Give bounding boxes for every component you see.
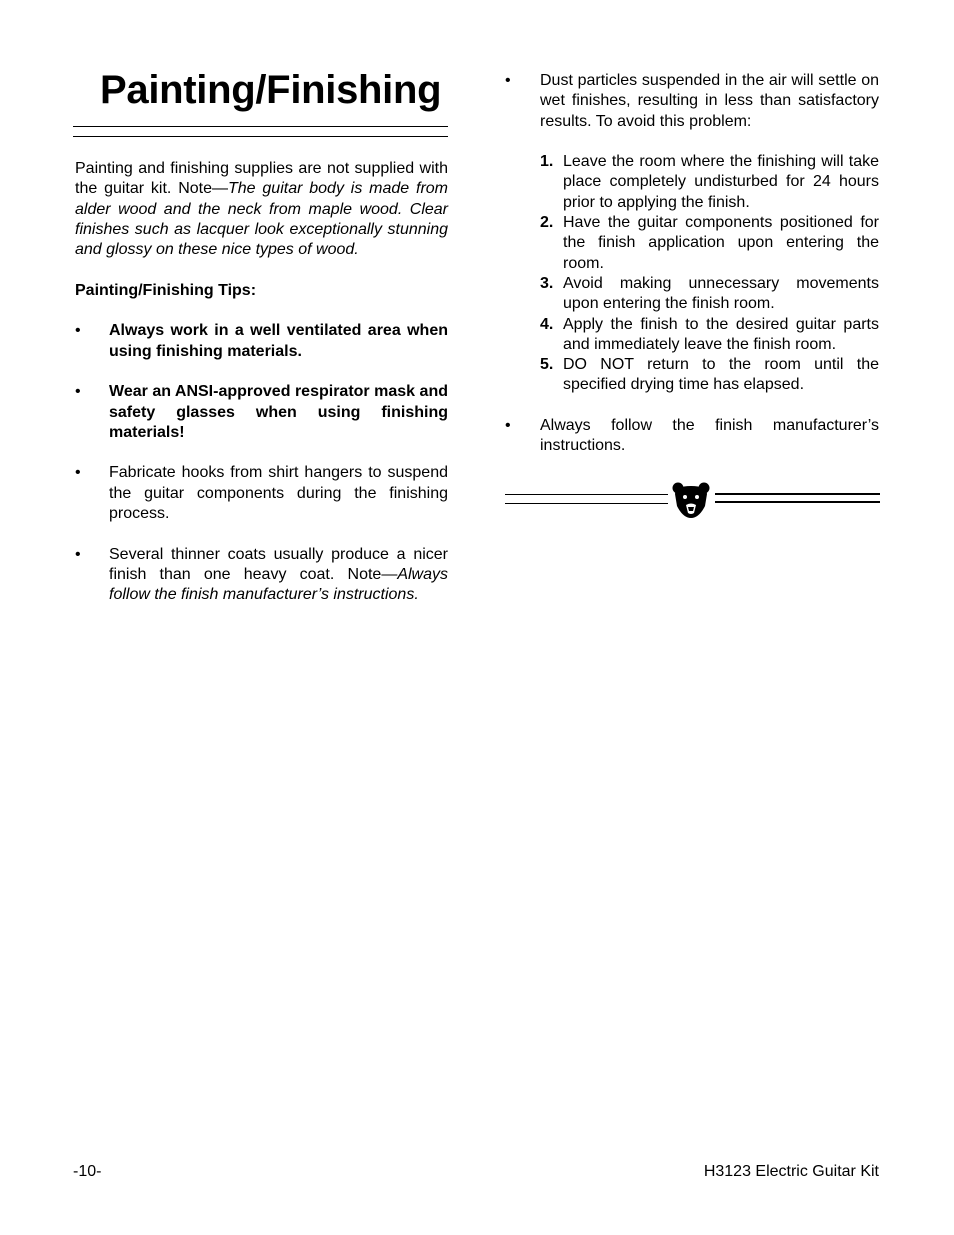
step-number: 1. [540,153,554,171]
intro-paragraph [75,159,448,260]
bullet-hooks [75,463,448,524]
bullet-text: Always work in a well ventilated area when using finishing materials. [109,322,448,360]
bullet-dot: • [75,322,81,340]
bullet-dot: • [505,72,511,89]
bullet-text: Fabricate hooks from shirt hangers to suspend the guitar components during the finishing process. [109,464,448,523]
page-number: -10- [73,1163,102,1180]
tips-heading: Painting/Finishing Tips: [75,281,257,299]
step-item [540,213,879,274]
bullet-ventilation [75,321,448,362]
bear-head-icon [671,480,711,520]
bullet-dot: • [505,417,511,435]
step-number: 3. [540,274,554,292]
intro-text: Painting and finishing supplies are not supplied with the guitar kit. Note— [75,160,448,198]
bullet-dot: • [75,383,81,401]
right-column [505,71,879,457]
divider-line-right [715,493,880,503]
step-number: 2. [540,214,554,232]
bullet-coats [75,545,448,606]
bullet-dot: • [75,545,81,563]
bullet-dot: • [75,464,81,482]
page-title: Painting/Finishing [100,68,442,112]
step-item [540,152,879,213]
bullet-text: Wear an ANSI-approved respirator mask and safety glasses when using finishing materials! [109,383,448,441]
step-number: 4. [540,315,554,333]
step-item [540,355,879,396]
divider-line-left [505,494,668,504]
title-double-rule [73,126,448,137]
bullet-text: Several thinner coats usually produce a nicer finish than one heavy coat. Note— [109,545,448,583]
bullet-dust [505,71,879,132]
step-item [540,315,879,356]
section-end-divider [505,480,880,520]
step-text: Apply the finish to the desired guitar parts and immediately leave the finish room. [563,315,879,353]
bullet-always [505,416,879,457]
step-number: 5. [540,356,554,374]
bullet-note: Always follow the finish manufacturer’s instructions. [109,565,448,604]
step-text: Leave the room where the finishing will take place completely undisturbed for 24 hours prior to applying the finish. [563,153,879,211]
bullet-text: Dust particles suspended in the air will settle on wet finishes, resulting in less than satisfactory results. To avoid this problem: [540,72,879,130]
step-text: Have the guitar components positioned for the finish application upon entering the room. [563,214,879,272]
intro-note: The guitar body is made from alder wood and the neck from maple wood. Clear finishes such as lacquer look exceptionally stunning and glossy on these nice types of wood. [75,180,449,259]
document-title: H3123 Electric Guitar Kit [703,1163,879,1180]
step-text: DO NOT return to the room until the specified drying time has elapsed. [563,356,879,394]
step-item [540,274,879,315]
step-text: Avoid making unnecessary movements upon entering the finish room. [563,274,879,313]
numbered-steps [540,152,879,396]
left-column [75,159,448,606]
bullet-text: Always follow the finish manufacturer’s instructions. [540,417,879,455]
bullet-respirator [75,382,448,443]
